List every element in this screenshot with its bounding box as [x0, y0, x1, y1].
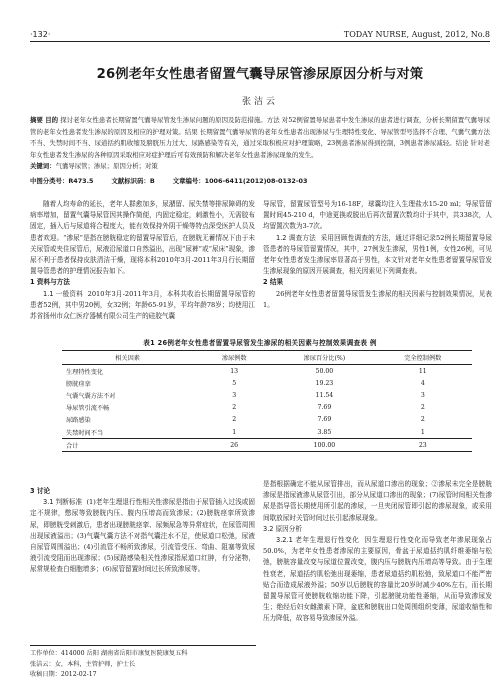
section-heading-3: 3 讨论 [30, 487, 51, 495]
table-header-row [62, 351, 472, 365]
table-cell: 合计 [62, 439, 193, 452]
article-title: 26例老年女性患者留置气囊导尿管渗尿原因分析与对策 [96, 67, 424, 82]
subsection-heading-1-1: 1.1 一般资料 [43, 289, 84, 298]
table-cell: 5 [232, 379, 237, 387]
table-cell: 导尿管引流不畅 [66, 405, 110, 413]
table-cell: 1 [232, 428, 237, 436]
keywords: 气囊导尿管；渗尿；原因分析；对策 [55, 162, 158, 171]
table-cell: 11 [418, 367, 427, 375]
table-cell: 7.69 [317, 404, 332, 412]
results-text: 26例老年女性患者留置导尿管发生渗尿的相关因素与控制效果情况，见表1。 [263, 289, 492, 309]
abstract [30, 115, 490, 173]
table-header-cell: 完全控制例数 [374, 351, 472, 365]
table-cell: 2 [232, 404, 237, 412]
page-number: ·132· [30, 30, 51, 39]
table-header-cell: 相关因素 [62, 351, 193, 365]
table-cell: 生理特性变化 [66, 368, 104, 376]
catheter-paragraph: 导尿管，留置尿管型号为16-18F，球囊均注入生理盐水15-20 ml；导尿管留置时间45-210 d，中途更换或脱出后再次留置次数均计于其中，共338次，人均留置次数为3-7次。 [263, 200, 492, 231]
received-date: 收稿日期：2012-02-17 [30, 671, 97, 678]
section-heading-2: 2 结果 [263, 278, 284, 287]
table-row [62, 402, 472, 414]
discussion-right-column [263, 479, 492, 625]
table-cell: 1 [420, 428, 425, 436]
table-cell: 4 [420, 379, 425, 387]
table-cell: 膀胱痉挛 [66, 380, 91, 388]
subsection-heading-3-2-1: 3.2.1 老年生理退行性变化 [276, 536, 360, 545]
table-cell: 2 [232, 416, 237, 424]
table-cell: 13 [230, 367, 239, 375]
table-row [62, 414, 472, 426]
author-info: 张洁云：女，本科，主管护师，护士长 [30, 660, 136, 668]
table-cell: 3 [232, 391, 237, 399]
table-cell: 2 [420, 416, 425, 424]
work-unit: 工作单位：414000 岳阳 湖南省岳阳市康复医院康复五科 [30, 650, 188, 657]
survey-method-text: 采用回顾性调查的方法，通过详细记录52例长期留置导尿管患者的导尿管留置情况，其中，27例发生渗尿，男性1例，女性26例，可见老年女性患者发生渗尿率显著高于男性，本文针对老年女性患者留置导尿管发生渗尿现象的原因开展调查，相关因素见下列调查表。 [263, 233, 492, 276]
doc-code: 文献标识码：B [111, 177, 155, 185]
footnote [30, 645, 256, 681]
table-cell: 100.00 [275, 439, 373, 452]
journal-citation: TODAY NURSE, August, 2012, No.8 [343, 30, 490, 39]
running-header [30, 23, 490, 42]
general-data-text: 2010年3月-2011年3月，本科共收治长期留置导尿管的患者52例，其中男20例，女32例；年龄65-91岁，平均年龄78岁；均使用江苏省扬州市众仁医疗器械有限公司生产的硅胶气囊 [30, 289, 255, 321]
table-cell: 26 [193, 439, 275, 452]
subsection-heading-1-2: 1.2 调查方法 [276, 233, 316, 242]
table-cell: 7.69 [317, 416, 332, 424]
section-heading-1: 1 资料与方法 [30, 278, 70, 287]
table-cell: 失禁时间不当 [66, 429, 104, 437]
aging-analysis-text: 因生理退行性变化而导致老年渗尿现象占50.0%，为老年女性患者渗尿的主要原因，骨盆于尿道括约肌纤维萎缩与松弛，膀胱容量改变与尿道位置改变，腹内压与膀胱内压增高等导致。由于生理性衰老，尿道括约肌松弛出现萎缩，患者尿道括约肌松弛，致尿道口不能严密贴合而造成尿液外溢；50岁以后膀胱的容量比20岁时减少40%左右，而长期留置导尿管可使膀胱收缩功能下降，引起膀胱功能性萎缩，从而导致渗尿发生；绝经后妇女雌激素下降，盆底和膀胱出口处周围组织变薄，尿道收缩性和压力降低，故容易导致渗尿外溢。 [263, 536, 493, 623]
article-author: 张洁云 [241, 97, 278, 107]
left-column [30, 199, 255, 322]
criteria-text: (1)老年生理退行性相关性渗尿是指由于尿管插入过浅或固定不规律，憋尿等致膀胱内压、腹内压增高而致渗尿；(2)膀胱痉挛所致渗尿，即膀胱受刺激后，患者出现膀胱痉挛、尿频尿急等异常症状，在尿管周围出现尿液溢出；(3)气囊气囊方法不对指气囊注水不足，使尿道口松弛，尿液自尿管周围溢出；(4)引流管不畅所致渗尿，引流管受压、弯曲、阻塞等致尿液引流受阻而出现渗尿；(5)尿路感染相关性渗尿指尿道口红肿，有分泌物，尿常规检查白细胞增多；(6)尿管留置时间过长所致渗尿等。 [30, 498, 255, 574]
abstract-label: 摘要 目的 [30, 116, 59, 124]
table-cell: 11.54 [315, 391, 334, 399]
keywords-label: 关键词： [30, 162, 56, 171]
table-cell: 尿路感染 [66, 417, 91, 425]
subsection-heading-3-1: 3.1 判断标准 [43, 498, 83, 507]
table-header-cell: 渗尿百分比(%) [275, 351, 373, 365]
subsection-heading-3-2: 3.2 原因分析 [263, 524, 302, 533]
discussion-left-column [30, 486, 255, 576]
table-row [62, 365, 472, 378]
table-title: 表1 26例老年女性患者留置导尿管发生渗尿的相关因素与控制效果调查表 例 [143, 339, 377, 347]
factors-table [62, 350, 472, 452]
table-cell: 50.00 [315, 367, 334, 375]
article-number: 文章编号：1006-6411(2012)08-0132-03 [172, 177, 308, 185]
table-cell: 气囊气囊方法不对 [66, 392, 116, 400]
abstract-text: 探讨老年女性患者长期留置气囊导尿管发生渗尿问题的原因及防范措施。方法 对52例留置导尿患者中发生渗尿的患者进行调查，分析长期留置气囊导尿管的老年女性患者发生渗尿的原因及相应的护理对策。结果 长期留置气囊导尿管的老年女性患者出现渗尿与生理特性变化、导尿管型号选择不合理、气囊气囊方法不当、失禁时间不当、尿道括约肌收缩及膀胱压力过大、尿路感染等有关，通过采取积极应对护理策略，23例患者渗尿得到控制，3例患者渗尿减轻。结论 针对老年女性患者发生渗尿的各种原因采取相应对症护理后可有效预防和解决老年女性患者渗尿现象的发生。 [30, 116, 490, 159]
table-row [62, 389, 472, 401]
table-cell: 3.85 [317, 428, 332, 436]
table-cell: 2 [420, 404, 425, 412]
clc-number: 中图分类号：R473.5 [30, 177, 94, 185]
table-row [62, 377, 472, 389]
table-cell: 19.23 [315, 379, 334, 387]
table-cell: 3 [420, 391, 425, 399]
table-header-cell: 渗尿例数 [193, 351, 275, 365]
criteria-continued-text: 是指根据确定不能从尿管排出，而从尿道口渗出的现象；②渗尿未完全是膀胱渗尿是指尿液渗从尿管引出，部分从尿道口渗出的现象；(7)尿管时间相关性渗尿是指导管长期使用所引起的渗尿，一旦夹闭尿管即引起的渗尿现象，或采用间歇放尿时关管时间过长引起渗尿现象。 [263, 480, 492, 522]
table-cell: 23 [374, 439, 472, 452]
table-row [62, 426, 472, 439]
table-total-row [62, 439, 472, 452]
intro-paragraph: 随着人均寿命的延长，老年人群愈加多，尿潴留、尿失禁等排尿障碍的发病率增加，留置气囊导尿管因其操作简便，内固定稳定，刺激性小，无需胶布固定，插入后与尿道将合程度大，能有效保持外阴干燥等特点深受医护人员及患者欢迎。“渗尿”是指在膀胱稳定的留置导尿管后，在膀胱无蓄情况下由于未关尿管或夹住尿管后，尿液沿尿道口自然溢出，出现“尿裤”或“尿床”现象，渗尿不利于患者保持皮肤清洁干燥，现将本科2010年3月-2011年3月行长期留置导管患者的护理情况报告如下。 [30, 200, 255, 276]
classification-line [30, 177, 490, 186]
right-column [263, 199, 492, 311]
